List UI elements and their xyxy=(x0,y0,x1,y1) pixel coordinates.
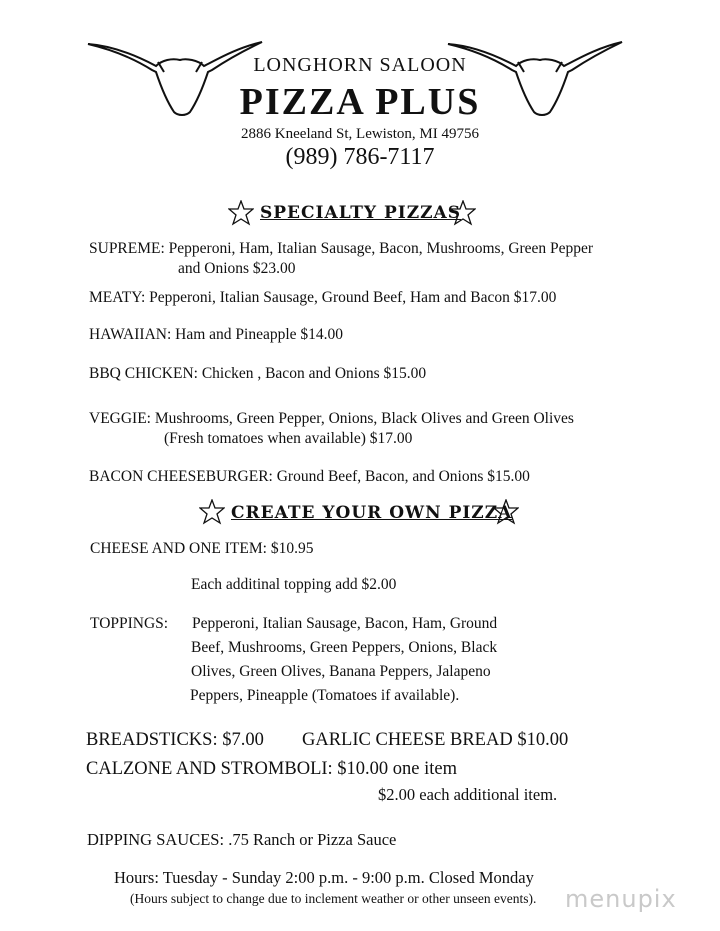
sheriff-star-icon xyxy=(228,200,254,226)
saloon-name: LONGHORN SALOON xyxy=(253,54,467,76)
menu-item-veggie-cont: (Fresh tomatoes when available) $17.00 xyxy=(164,430,413,447)
toppings-label: TOPPINGS: xyxy=(90,615,169,632)
toppings-line: Olives, Green Olives, Banana Peppers, Jalapeno xyxy=(191,663,491,680)
additional-topping: Each additinal topping add $2.00 xyxy=(191,576,397,593)
dipping-sauces: DIPPING SAUCES: .75 Ranch or Pizza Sauce xyxy=(87,830,397,849)
toppings-line: Beef, Mushrooms, Green Peppers, Onions, Black xyxy=(191,639,498,656)
phone-number: (989) 786-7117 xyxy=(285,144,435,170)
menu-item-bbq-chicken: BBQ CHICKEN: Chicken , Bacon and Onions $15.00 xyxy=(89,365,427,382)
sheriff-star-icon xyxy=(450,200,476,226)
hours-note: (Hours subject to change due to inclement weather or other unseen events). xyxy=(130,891,537,906)
specialty-title: SPECIALTY PIZZAS xyxy=(260,203,461,223)
restaurant-name: PIZZA PLUS xyxy=(239,81,481,123)
toppings-line: Pepperoni, Italian Sausage, Bacon, Ham, Ground xyxy=(192,615,498,632)
calzone-additional: $2.00 each additional item. xyxy=(378,785,558,804)
watermark: menupix xyxy=(565,885,677,913)
hours: Hours: Tuesday - Sunday 2:00 p.m. - 9:00 p.m. Closed Monday xyxy=(114,868,534,887)
breadsticks-price: BREADSTICKS: $7.00 xyxy=(86,730,264,750)
cheese-one-item: CHEESE AND ONE ITEM: $10.95 xyxy=(90,540,314,557)
sheriff-star-icon xyxy=(199,499,225,525)
menu-item-bacon-cheeseburger: BACON CHEESEBURGER: Ground Beef, Bacon, and Onions $15.00 xyxy=(89,468,530,485)
menu-item-meaty: MEATY: Pepperoni, Italian Sausage, Ground Beef, Ham and Bacon $17.00 xyxy=(89,289,557,306)
menu-item-supreme: SUPREME: Pepperoni, Ham, Italian Sausage, Bacon, Mushrooms, Green Pepper xyxy=(89,240,594,257)
sheriff-star-icon xyxy=(493,499,519,525)
menu-item-veggie: VEGGIE: Mushrooms, Green Pepper, Onions, Black Olives and Green Olives xyxy=(89,410,574,427)
address: 2886 Kneeland St, Lewiston, MI 49756 xyxy=(241,126,479,142)
garlic-cheese-bread-price: GARLIC CHEESE BREAD $10.00 xyxy=(302,730,569,750)
calzone-stromboli-price: CALZONE AND STROMBOLI: $10.00 one item xyxy=(86,759,458,779)
toppings-line: Peppers, Pineapple (Tomatoes if available). xyxy=(190,687,460,704)
menu-item-hawaiian: HAWAIIAN: Ham and Pineapple $14.00 xyxy=(89,326,344,343)
menu-item-supreme-cont: and Onions $23.00 xyxy=(178,260,296,277)
create-title: CREATE YOUR OWN PIZZA xyxy=(231,503,513,523)
